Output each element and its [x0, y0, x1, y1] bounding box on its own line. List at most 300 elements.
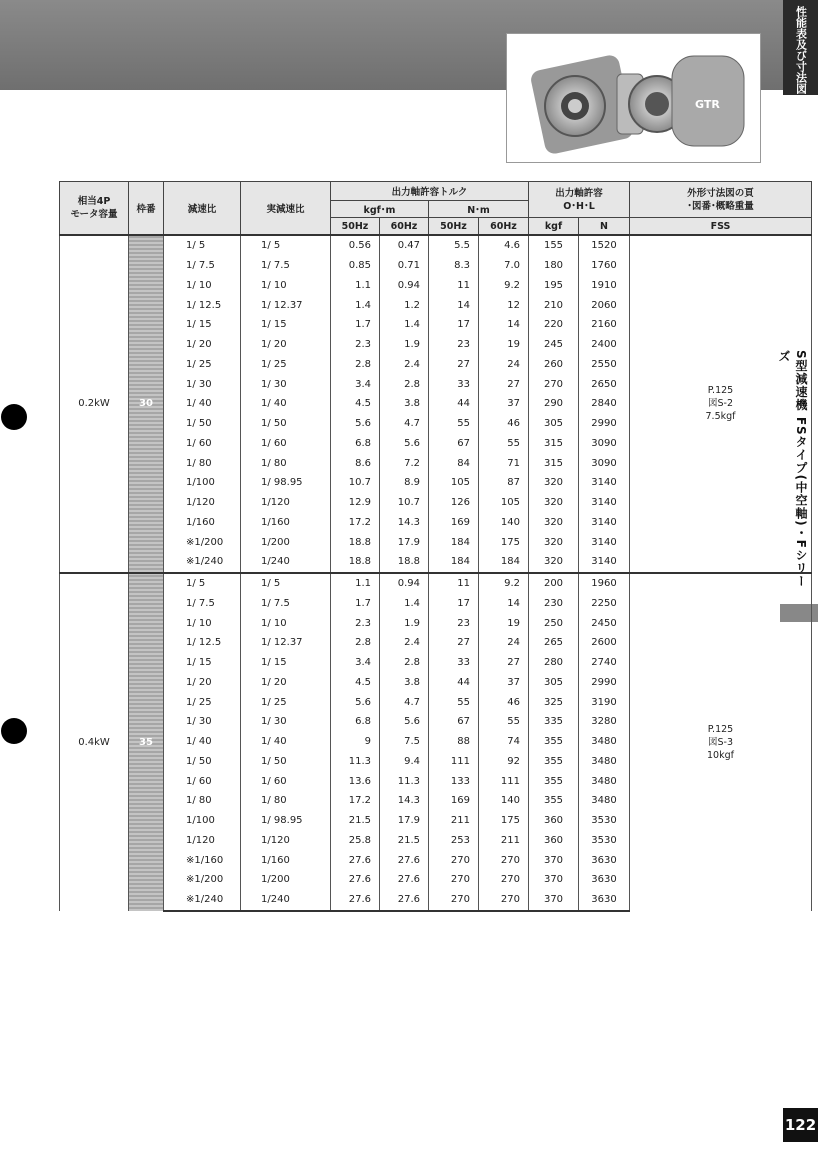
torque-kgfm-50hz-cell: 4.5: [331, 673, 380, 693]
ohl-n-cell: 1960: [579, 573, 630, 594]
torque-kgfm-50hz-cell: 1.1: [331, 573, 380, 594]
ratio-cell: 1/ 60: [164, 434, 241, 454]
ratio-cell: 1/ 80: [164, 453, 241, 473]
torque-nm-60hz-cell: 270: [479, 850, 529, 870]
torque-nm-60hz-cell: 14: [479, 315, 529, 335]
torque-nm-50hz-cell: 5.5: [429, 235, 479, 256]
torque-nm-60hz-cell: 71: [479, 453, 529, 473]
ratio-cell: 1/120: [164, 493, 241, 513]
torque-kgfm-50hz-cell: 8.6: [331, 453, 380, 473]
torque-nm-50hz-cell: 253: [429, 831, 479, 851]
actual-ratio-cell: 1/ 60: [241, 771, 331, 791]
torque-kgfm-60hz-cell: 17.9: [380, 811, 429, 831]
ohl-kgf-cell: 155: [529, 235, 579, 256]
ratio-cell: 1/ 80: [164, 791, 241, 811]
photo-brand-label: GTR: [695, 98, 720, 111]
torque-nm-50hz-cell: 11: [429, 573, 479, 594]
ohl-kgf-cell: 195: [529, 276, 579, 296]
actual-ratio-cell: 1/ 12.37: [241, 633, 331, 653]
torque-nm-60hz-cell: 24: [479, 355, 529, 375]
header-frame: 枠番: [129, 182, 164, 236]
ratio-cell: 1/ 30: [164, 374, 241, 394]
torque-kgfm-60hz-cell: 14.3: [380, 791, 429, 811]
torque-nm-60hz-cell: 74: [479, 732, 529, 752]
torque-nm-60hz-cell: 46: [479, 414, 529, 434]
ohl-n-cell: 3140: [579, 513, 630, 533]
binder-hole-top: [1, 404, 27, 430]
actual-ratio-cell: 1/120: [241, 493, 331, 513]
ohl-kgf-cell: 325: [529, 692, 579, 712]
torque-kgfm-50hz-cell: 4.5: [331, 394, 380, 414]
torque-kgfm-60hz-cell: 1.9: [380, 613, 429, 633]
header-actual-ratio: 実減速比: [241, 182, 331, 236]
torque-nm-50hz-cell: 270: [429, 890, 479, 911]
ohl-kgf-cell: 245: [529, 335, 579, 355]
torque-kgfm-50hz-cell: 1.7: [331, 315, 380, 335]
torque-kgfm-50hz-cell: 17.2: [331, 791, 380, 811]
torque-kgfm-50hz-cell: 27.6: [331, 850, 380, 870]
ohl-n-cell: 2450: [579, 613, 630, 633]
torque-kgfm-60hz-cell: 0.94: [380, 573, 429, 594]
torque-kgfm-60hz-cell: 2.8: [380, 653, 429, 673]
actual-ratio-cell: 1/160: [241, 850, 331, 870]
dimension-reference: P.125 図S-3 10kgf: [630, 573, 812, 911]
actual-ratio-cell: 1/ 7.5: [241, 256, 331, 276]
torque-nm-60hz-cell: 9.2: [479, 573, 529, 594]
ohl-kgf-cell: 335: [529, 712, 579, 732]
actual-ratio-cell: 1/ 20: [241, 673, 331, 693]
ratio-cell: ※1/240: [164, 890, 241, 911]
ohl-n-cell: 3140: [579, 552, 630, 573]
ratio-cell: 1/ 50: [164, 414, 241, 434]
torque-nm-50hz-cell: 270: [429, 850, 479, 870]
ohl-kgf-cell: 305: [529, 673, 579, 693]
torque-nm-60hz-cell: 55: [479, 712, 529, 732]
torque-kgfm-60hz-cell: 27.6: [380, 870, 429, 890]
ohl-n-cell: 3480: [579, 771, 630, 791]
ratio-cell: ※1/200: [164, 870, 241, 890]
torque-nm-50hz-cell: 67: [429, 434, 479, 454]
torque-kgfm-60hz-cell: 9.4: [380, 752, 429, 772]
torque-kgfm-60hz-cell: 17.9: [380, 532, 429, 552]
ohl-n-cell: 2550: [579, 355, 630, 375]
torque-kgfm-50hz-cell: 10.7: [331, 473, 380, 493]
actual-ratio-cell: 1/ 40: [241, 394, 331, 414]
torque-nm-50hz-cell: 184: [429, 532, 479, 552]
ohl-n-cell: 2740: [579, 653, 630, 673]
torque-kgfm-50hz-cell: 2.8: [331, 633, 380, 653]
torque-kgfm-50hz-cell: 17.2: [331, 513, 380, 533]
torque-kgfm-60hz-cell: 5.6: [380, 712, 429, 732]
torque-kgfm-60hz-cell: 1.9: [380, 335, 429, 355]
header-dimension: 外形寸法図の頁 ･図番･概略重量: [630, 182, 812, 218]
torque-nm-60hz-cell: 46: [479, 692, 529, 712]
ratio-cell: ※1/240: [164, 552, 241, 573]
ohl-kgf-cell: 305: [529, 414, 579, 434]
ratio-cell: 1/ 25: [164, 355, 241, 375]
torque-nm-50hz-cell: 169: [429, 791, 479, 811]
torque-nm-50hz-cell: 17: [429, 315, 479, 335]
torque-kgfm-50hz-cell: 2.8: [331, 355, 380, 375]
ohl-kgf-cell: 260: [529, 355, 579, 375]
torque-kgfm-60hz-cell: 27.6: [380, 890, 429, 911]
ohl-n-cell: 1760: [579, 256, 630, 276]
ratio-cell: 1/ 7.5: [164, 256, 241, 276]
actual-ratio-cell: 1/ 50: [241, 752, 331, 772]
gear-reducer-image: [507, 34, 760, 162]
ohl-n-cell: 3630: [579, 870, 630, 890]
ratio-cell: 1/ 10: [164, 613, 241, 633]
torque-kgfm-50hz-cell: 6.8: [331, 712, 380, 732]
ohl-kgf-cell: 355: [529, 732, 579, 752]
torque-nm-60hz-cell: 111: [479, 771, 529, 791]
torque-nm-60hz-cell: 27: [479, 653, 529, 673]
torque-nm-50hz-cell: 184: [429, 552, 479, 573]
ratio-cell: 1/ 12.5: [164, 633, 241, 653]
ratio-cell: 1/160: [164, 513, 241, 533]
torque-kgfm-50hz-cell: 1.4: [331, 295, 380, 315]
torque-nm-50hz-cell: 84: [429, 453, 479, 473]
table-row: [60, 573, 812, 594]
header-kgfm-60hz: 60Hz: [380, 218, 429, 236]
ratio-cell: ※1/200: [164, 532, 241, 552]
ohl-n-cell: 3090: [579, 434, 630, 454]
torque-nm-60hz-cell: 105: [479, 493, 529, 513]
torque-kgfm-60hz-cell: 7.5: [380, 732, 429, 752]
torque-nm-50hz-cell: 23: [429, 613, 479, 633]
dimension-reference: P.125 図S-2 7.5kgf: [630, 235, 812, 573]
actual-ratio-cell: 1/160: [241, 513, 331, 533]
ohl-n-cell: 2840: [579, 394, 630, 414]
torque-nm-60hz-cell: 211: [479, 831, 529, 851]
ohl-n-cell: 1520: [579, 235, 630, 256]
ohl-n-cell: 3140: [579, 532, 630, 552]
torque-kgfm-50hz-cell: 11.3: [331, 752, 380, 772]
torque-kgfm-60hz-cell: 27.6: [380, 850, 429, 870]
header-kgfm: kgf･m: [331, 201, 429, 218]
torque-kgfm-50hz-cell: 2.3: [331, 335, 380, 355]
ratio-cell: 1/ 40: [164, 732, 241, 752]
ohl-n-cell: 2600: [579, 633, 630, 653]
torque-nm-60hz-cell: 140: [479, 513, 529, 533]
torque-kgfm-60hz-cell: 18.8: [380, 552, 429, 573]
torque-nm-60hz-cell: 270: [479, 870, 529, 890]
torque-kgfm-50hz-cell: 3.4: [331, 653, 380, 673]
actual-ratio-cell: 1/200: [241, 870, 331, 890]
ohl-n-cell: 3190: [579, 692, 630, 712]
torque-kgfm-60hz-cell: 14.3: [380, 513, 429, 533]
ohl-n-cell: 3630: [579, 890, 630, 911]
ohl-n-cell: 2160: [579, 315, 630, 335]
torque-nm-50hz-cell: 211: [429, 811, 479, 831]
torque-nm-60hz-cell: 9.2: [479, 276, 529, 296]
actual-ratio-cell: 1/ 5: [241, 235, 331, 256]
actual-ratio-cell: 1/ 15: [241, 315, 331, 335]
torque-nm-50hz-cell: 17: [429, 594, 479, 614]
ohl-kgf-cell: 355: [529, 752, 579, 772]
ohl-kgf-cell: 210: [529, 295, 579, 315]
motor-capacity: 0.4kW: [60, 573, 129, 911]
torque-kgfm-50hz-cell: 1.1: [331, 276, 380, 296]
actual-ratio-cell: 1/ 98.95: [241, 473, 331, 493]
torque-nm-50hz-cell: 14: [429, 295, 479, 315]
ratio-cell: 1/120: [164, 831, 241, 851]
ohl-n-cell: 3140: [579, 473, 630, 493]
ohl-n-cell: 1910: [579, 276, 630, 296]
ohl-kgf-cell: 360: [529, 811, 579, 831]
ohl-kgf-cell: 355: [529, 771, 579, 791]
torque-kgfm-50hz-cell: 21.5: [331, 811, 380, 831]
torque-nm-60hz-cell: 14: [479, 594, 529, 614]
torque-kgfm-60hz-cell: 0.47: [380, 235, 429, 256]
torque-kgfm-60hz-cell: 2.8: [380, 374, 429, 394]
ohl-n-cell: 3140: [579, 493, 630, 513]
torque-kgfm-50hz-cell: 18.8: [331, 532, 380, 552]
actual-ratio-cell: 1/ 10: [241, 276, 331, 296]
header-ratio: 減速比: [164, 182, 241, 236]
torque-kgfm-50hz-cell: 27.6: [331, 890, 380, 911]
ohl-kgf-cell: 250: [529, 613, 579, 633]
ohl-kgf-cell: 320: [529, 552, 579, 573]
ratio-cell: 1/100: [164, 473, 241, 493]
torque-kgfm-60hz-cell: 1.2: [380, 295, 429, 315]
torque-nm-50hz-cell: 44: [429, 394, 479, 414]
actual-ratio-cell: 1/ 7.5: [241, 594, 331, 614]
torque-nm-60hz-cell: 37: [479, 394, 529, 414]
ohl-kgf-cell: 280: [529, 653, 579, 673]
torque-kgfm-60hz-cell: 2.4: [380, 633, 429, 653]
actual-ratio-cell: 1/ 50: [241, 414, 331, 434]
header-ohl: 出力軸許容 O･H･L: [529, 182, 630, 218]
header-fss: FSS: [630, 218, 812, 236]
ohl-n-cell: 3530: [579, 811, 630, 831]
header-ohl-kgf: kgf: [529, 218, 579, 236]
torque-nm-50hz-cell: 27: [429, 355, 479, 375]
actual-ratio-cell: 1/ 30: [241, 712, 331, 732]
ratio-cell: 1/ 15: [164, 653, 241, 673]
ohl-kgf-cell: 370: [529, 850, 579, 870]
performance-table: [59, 181, 812, 912]
torque-nm-60hz-cell: 175: [479, 532, 529, 552]
header-nm-50hz: 50Hz: [429, 218, 479, 236]
torque-kgfm-60hz-cell: 11.3: [380, 771, 429, 791]
ohl-kgf-cell: 315: [529, 453, 579, 473]
torque-nm-50hz-cell: 88: [429, 732, 479, 752]
ohl-n-cell: 3530: [579, 831, 630, 851]
torque-nm-50hz-cell: 105: [429, 473, 479, 493]
actual-ratio-cell: 1/240: [241, 890, 331, 911]
actual-ratio-cell: 1/ 15: [241, 653, 331, 673]
ratio-cell: 1/ 15: [164, 315, 241, 335]
actual-ratio-cell: 1/ 60: [241, 434, 331, 454]
torque-nm-60hz-cell: 37: [479, 673, 529, 693]
torque-nm-50hz-cell: 11: [429, 276, 479, 296]
ratio-cell: ※1/160: [164, 850, 241, 870]
torque-kgfm-60hz-cell: 4.7: [380, 692, 429, 712]
ratio-cell: 1/ 50: [164, 752, 241, 772]
torque-kgfm-50hz-cell: 5.6: [331, 414, 380, 434]
torque-nm-60hz-cell: 175: [479, 811, 529, 831]
ohl-kgf-cell: 200: [529, 573, 579, 594]
ratio-cell: 1/ 40: [164, 394, 241, 414]
torque-nm-50hz-cell: 55: [429, 414, 479, 434]
torque-kgfm-50hz-cell: 1.7: [331, 594, 380, 614]
torque-nm-50hz-cell: 270: [429, 870, 479, 890]
page-number: 122: [783, 1108, 818, 1142]
header-nm-60hz: 60Hz: [479, 218, 529, 236]
ratio-cell: 1/ 5: [164, 235, 241, 256]
torque-nm-60hz-cell: 92: [479, 752, 529, 772]
actual-ratio-cell: 1/ 5: [241, 573, 331, 594]
torque-kgfm-60hz-cell: 3.8: [380, 673, 429, 693]
ohl-kgf-cell: 220: [529, 315, 579, 335]
torque-kgfm-50hz-cell: 27.6: [331, 870, 380, 890]
actual-ratio-cell: 1/ 20: [241, 335, 331, 355]
ohl-n-cell: 2990: [579, 673, 630, 693]
torque-nm-60hz-cell: 12: [479, 295, 529, 315]
actual-ratio-cell: 1/ 30: [241, 374, 331, 394]
torque-nm-60hz-cell: 270: [479, 890, 529, 911]
torque-kgfm-60hz-cell: 8.9: [380, 473, 429, 493]
torque-nm-50hz-cell: 8.3: [429, 256, 479, 276]
torque-nm-50hz-cell: 126: [429, 493, 479, 513]
ratio-cell: 1/ 12.5: [164, 295, 241, 315]
ohl-kgf-cell: 320: [529, 532, 579, 552]
torque-kgfm-60hz-cell: 4.7: [380, 414, 429, 434]
torque-nm-60hz-cell: 7.0: [479, 256, 529, 276]
ohl-kgf-cell: 315: [529, 434, 579, 454]
torque-nm-60hz-cell: 27: [479, 374, 529, 394]
torque-nm-50hz-cell: 33: [429, 653, 479, 673]
ohl-kgf-cell: 355: [529, 791, 579, 811]
torque-nm-60hz-cell: 4.6: [479, 235, 529, 256]
torque-nm-50hz-cell: 169: [429, 513, 479, 533]
torque-nm-50hz-cell: 44: [429, 673, 479, 693]
actual-ratio-cell: 1/ 25: [241, 692, 331, 712]
ohl-kgf-cell: 290: [529, 394, 579, 414]
torque-nm-60hz-cell: 184: [479, 552, 529, 573]
header-torque: 出力軸許容トルク: [331, 182, 529, 201]
ohl-n-cell: 3630: [579, 850, 630, 870]
header-ohl-n: N: [579, 218, 630, 236]
torque-kgfm-50hz-cell: 0.85: [331, 256, 380, 276]
ratio-cell: 1/ 25: [164, 692, 241, 712]
ohl-kgf-cell: 320: [529, 473, 579, 493]
actual-ratio-cell: 1/ 40: [241, 732, 331, 752]
ratio-cell: 1/ 30: [164, 712, 241, 732]
torque-kgfm-50hz-cell: 2.3: [331, 613, 380, 633]
torque-kgfm-60hz-cell: 5.6: [380, 434, 429, 454]
torque-kgfm-50hz-cell: 18.8: [331, 552, 380, 573]
ohl-kgf-cell: 360: [529, 831, 579, 851]
torque-nm-60hz-cell: 55: [479, 434, 529, 454]
ratio-cell: 1/ 10: [164, 276, 241, 296]
actual-ratio-cell: 1/ 25: [241, 355, 331, 375]
ohl-kgf-cell: 230: [529, 594, 579, 614]
torque-kgfm-50hz-cell: 6.8: [331, 434, 380, 454]
torque-nm-50hz-cell: 27: [429, 633, 479, 653]
torque-nm-50hz-cell: 55: [429, 692, 479, 712]
actual-ratio-cell: 1/ 12.37: [241, 295, 331, 315]
ohl-kgf-cell: 270: [529, 374, 579, 394]
ratio-cell: 1/ 20: [164, 673, 241, 693]
ohl-n-cell: 3480: [579, 752, 630, 772]
ohl-kgf-cell: 370: [529, 890, 579, 911]
actual-ratio-cell: 1/ 80: [241, 453, 331, 473]
ohl-n-cell: 2990: [579, 414, 630, 434]
ohl-kgf-cell: 180: [529, 256, 579, 276]
torque-nm-50hz-cell: 67: [429, 712, 479, 732]
actual-ratio-cell: 1/ 10: [241, 613, 331, 633]
header-motor: 相当4P モータ容量: [60, 182, 129, 236]
binder-hole-bottom: [1, 718, 27, 744]
ohl-kgf-cell: 370: [529, 870, 579, 890]
ohl-kgf-cell: 320: [529, 493, 579, 513]
ohl-n-cell: 3090: [579, 453, 630, 473]
torque-nm-60hz-cell: 87: [479, 473, 529, 493]
actual-ratio-cell: 1/ 98.95: [241, 811, 331, 831]
frame-number: 35: [129, 573, 164, 911]
torque-nm-50hz-cell: 33: [429, 374, 479, 394]
section-tab-performance: 性能表及び寸法図: [783, 0, 818, 95]
torque-kgfm-60hz-cell: 1.4: [380, 594, 429, 614]
ratio-cell: 1/ 60: [164, 771, 241, 791]
torque-kgfm-50hz-cell: 9: [331, 732, 380, 752]
ratio-cell: 1/100: [164, 811, 241, 831]
torque-kgfm-50hz-cell: 3.4: [331, 374, 380, 394]
torque-kgfm-50hz-cell: 0.56: [331, 235, 380, 256]
torque-nm-50hz-cell: 111: [429, 752, 479, 772]
ohl-kgf-cell: 265: [529, 633, 579, 653]
motor-capacity: 0.2kW: [60, 235, 129, 573]
torque-kgfm-60hz-cell: 1.4: [380, 315, 429, 335]
torque-kgfm-60hz-cell: 7.2: [380, 453, 429, 473]
ohl-n-cell: 2650: [579, 374, 630, 394]
torque-kgfm-60hz-cell: 3.8: [380, 394, 429, 414]
table-row: [60, 235, 812, 256]
torque-kgfm-50hz-cell: 13.6: [331, 771, 380, 791]
product-photo: [506, 33, 761, 163]
ratio-cell: 1/ 7.5: [164, 594, 241, 614]
torque-nm-50hz-cell: 23: [429, 335, 479, 355]
actual-ratio-cell: 1/120: [241, 831, 331, 851]
actual-ratio-cell: 1/200: [241, 532, 331, 552]
actual-ratio-cell: 1/240: [241, 552, 331, 573]
ohl-n-cell: 3480: [579, 732, 630, 752]
torque-nm-60hz-cell: 140: [479, 791, 529, 811]
header-kgfm-50hz: 50Hz: [331, 218, 380, 236]
torque-kgfm-50hz-cell: 5.6: [331, 692, 380, 712]
frame-number: 30: [129, 235, 164, 573]
torque-kgfm-50hz-cell: 25.8: [331, 831, 380, 851]
torque-kgfm-60hz-cell: 10.7: [380, 493, 429, 513]
ohl-n-cell: 3280: [579, 712, 630, 732]
torque-kgfm-60hz-cell: 0.94: [380, 276, 429, 296]
torque-nm-60hz-cell: 19: [479, 335, 529, 355]
torque-nm-60hz-cell: 19: [479, 613, 529, 633]
ohl-n-cell: 2250: [579, 594, 630, 614]
header-nm: N･m: [429, 201, 529, 218]
torque-kgfm-60hz-cell: 0.71: [380, 256, 429, 276]
actual-ratio-cell: 1/ 80: [241, 791, 331, 811]
torque-kgfm-60hz-cell: 2.4: [380, 355, 429, 375]
ohl-n-cell: 2060: [579, 295, 630, 315]
ratio-cell: 1/ 20: [164, 335, 241, 355]
torque-nm-50hz-cell: 133: [429, 771, 479, 791]
torque-kgfm-50hz-cell: 12.9: [331, 493, 380, 513]
ratio-cell: 1/ 5: [164, 573, 241, 594]
ohl-kgf-cell: 320: [529, 513, 579, 533]
